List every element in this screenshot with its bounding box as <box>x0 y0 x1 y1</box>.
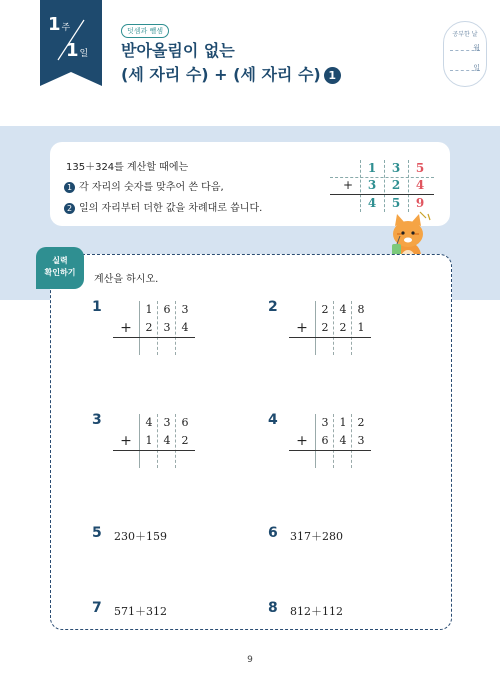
digit: 1 <box>145 434 153 447</box>
answer-blank[interactable] <box>334 338 352 356</box>
day-unit: 일 <box>473 64 480 72</box>
example-digit: 3 <box>391 161 401 175</box>
answer-blank[interactable] <box>140 451 158 469</box>
page-number: 9 <box>247 655 253 665</box>
digit: 4 <box>339 303 347 316</box>
explanation-step-1: 1 각 자리의 숫자를 맞추어 쓴 다음, <box>64 178 224 193</box>
plus-sign: + <box>120 433 132 449</box>
vertical-addition-problem <box>113 301 195 355</box>
digit: 6 <box>321 434 329 447</box>
page-title-line1: 받아올림이 없는 <box>121 41 235 60</box>
answer-blank[interactable] <box>352 338 370 356</box>
page-title-line2: (세 자리 수) + (세 자리 수) 1 <box>121 62 341 85</box>
example-digit: 5 <box>415 161 425 175</box>
digit: 3 <box>321 416 329 429</box>
example-digit: 2 <box>391 178 401 192</box>
title-number-badge: 1 <box>324 67 341 84</box>
answer-blank[interactable] <box>316 338 334 356</box>
month-unit: 월 <box>473 44 480 52</box>
answer-blank[interactable] <box>140 338 158 356</box>
horizontal-expression: 812＋112 <box>290 605 343 618</box>
practice-box <box>50 254 452 630</box>
problem-number: 5 <box>92 525 102 541</box>
answer-blank[interactable] <box>334 451 352 469</box>
problem-number: 2 <box>268 299 278 315</box>
digit: 3 <box>163 416 171 429</box>
practice-tab: 실력 확인하기 <box>36 247 84 289</box>
digit: 6 <box>163 303 171 316</box>
answer-blank[interactable] <box>158 451 176 469</box>
digit: 3 <box>357 434 365 447</box>
explanation-intro: 135＋324를 계산할 때에는 <box>66 162 189 173</box>
digit: 2 <box>321 321 329 334</box>
week-number: 1주 <box>48 14 71 35</box>
digit: 4 <box>163 434 171 447</box>
grid-line <box>384 160 385 212</box>
digit: 4 <box>145 416 153 429</box>
topic-tag: 덧셈과 뺄셈 <box>121 24 169 38</box>
horizontal-expression: 230＋159 <box>114 530 167 543</box>
vertical-addition-problem <box>289 414 371 468</box>
digit: 4 <box>181 321 189 334</box>
week-day-badge <box>40 0 102 86</box>
digit: 3 <box>181 303 189 316</box>
digit: 6 <box>181 416 189 429</box>
digit: 2 <box>339 321 347 334</box>
plus-sign: + <box>296 320 308 336</box>
digit: 1 <box>145 303 153 316</box>
digit: 3 <box>163 321 171 334</box>
study-date-box <box>443 21 487 87</box>
problem-number: 3 <box>92 412 102 428</box>
problem-number: 4 <box>268 412 278 428</box>
problem-number: 6 <box>268 525 278 541</box>
example-digit: 3 <box>367 178 377 192</box>
digit: 2 <box>181 434 189 447</box>
example-result-digit: 5 <box>391 196 401 210</box>
digit: 4 <box>339 434 347 447</box>
example-result-digit: 9 <box>415 196 425 210</box>
digit: 2 <box>145 321 153 334</box>
step-number-badge: 2 <box>64 203 75 214</box>
plus-sign: + <box>120 320 132 336</box>
example-digit: 4 <box>415 178 425 192</box>
digit: 8 <box>357 303 365 316</box>
explanation-step-2: 2 일의 자리부터 더한 값을 차례대로 씁니다. <box>64 199 262 214</box>
vertical-addition-problem <box>289 301 371 355</box>
plus-sign: + <box>342 178 354 192</box>
example-result-digit: 4 <box>367 196 377 210</box>
digit: 2 <box>321 303 329 316</box>
answer-blank[interactable] <box>352 451 370 469</box>
plus-sign: + <box>296 433 308 449</box>
problem-number: 7 <box>92 600 102 616</box>
answer-blank[interactable] <box>158 338 176 356</box>
grid-line <box>408 160 409 212</box>
answer-blank[interactable] <box>316 451 334 469</box>
problem-number: 1 <box>92 299 102 315</box>
grid-line <box>360 160 361 212</box>
day-number: 1일 <box>66 40 89 61</box>
horizontal-expression: 571＋312 <box>114 605 167 618</box>
example-vertical-addition <box>330 160 434 212</box>
answer-blank[interactable] <box>176 338 194 356</box>
digit: 2 <box>357 416 365 429</box>
digit: 1 <box>357 321 365 334</box>
instruction-text: 계산을 하시오. <box>94 274 159 285</box>
vertical-addition-problem <box>113 414 195 468</box>
example-digit: 1 <box>367 161 377 175</box>
step-number-badge: 1 <box>64 182 75 193</box>
problem-number: 8 <box>268 600 278 616</box>
answer-blank[interactable] <box>176 451 194 469</box>
study-date-label: 공부한 날 <box>452 31 478 38</box>
horizontal-expression: 317＋280 <box>290 530 343 543</box>
digit: 1 <box>339 416 347 429</box>
